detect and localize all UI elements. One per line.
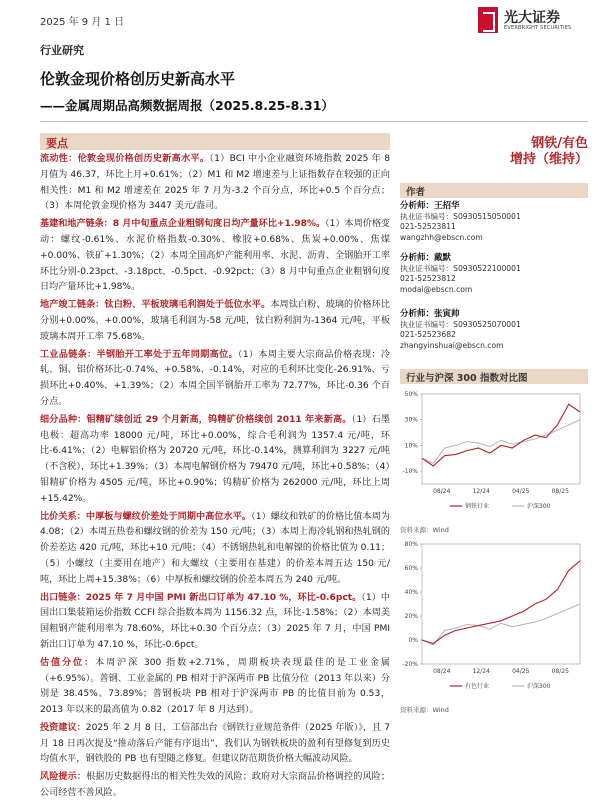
charts-heading-bar: [400, 369, 588, 384]
key-point-text: 本周钛白粉、玻璃的价格环比分别+0.00%、+0.00%，玻璃毛利润为-58 元/吨，钛白粉利润为-1364 元/吨，平板玻璃本周开工率 75.68%。: [40, 300, 390, 342]
brand-name-en: EVERBRIGHT SECURITIES: [504, 25, 572, 31]
legend-label: 钢铁行业: [465, 503, 490, 510]
analyst-phone: 021-52523811: [400, 222, 456, 231]
key-point-text: （1）本周主要大宗商品价格表现：冷轧、铜、铝价格环比-0.74%、+0.58%、-0.14%，对应的毛利环比变化-26.91%、亏损环比+0.40%、+1.39%；（2）本周全国半钢胎开工率为 72.77%，环比-0.36 个百分点。: [40, 349, 390, 407]
chart-source: 资料来源：Wind: [400, 706, 449, 714]
key-point-lead: 工业品链条：半钢胎开工率处于五年同期高位。: [40, 349, 238, 360]
key-point-paragraph: [40, 152, 390, 215]
key-point-lead: 估值分位：: [40, 657, 96, 668]
key-point-paragraph: [40, 770, 390, 802]
charts-heading: 行业与沪深 300 指数对比图: [406, 373, 528, 384]
x-tick-label: 08/25: [551, 488, 569, 495]
brand-logo: [478, 7, 588, 35]
sidebar: [400, 133, 588, 793]
x-tick-label: 08/24: [433, 488, 451, 495]
legend-label: 沪深300: [527, 503, 551, 510]
key-point-text: （1）螺纹和铁矿的价格比值本周为 4.08；（2）本周五热卷和螺纹钢的价差为 150 元/吨；（3）本周上海冷轧钢和热轧钢的价差差达 420 元/吨，环比+10 元/吨；（4）不锈钢热轧和电解镍的价格比值为 0.11；（5）小螺纹（主要用在地产）和大螺纹（主要用在基建）的价差本周五达 150 元/吨，环比上周+15.38%；（6）中厚板和螺纹钢的价差本周五为 240 元/吨。: [40, 511, 390, 585]
y-tick-label: -10%: [402, 468, 418, 476]
y-tick-label: 10%: [404, 442, 418, 450]
key-points-body: [40, 152, 390, 804]
key-point-paragraph: [40, 656, 390, 719]
analyst-card: [400, 201, 521, 243]
x-tick-label: 08/25: [551, 668, 569, 675]
authors-heading: 作者: [406, 187, 426, 198]
brand-mark-icon: [478, 7, 498, 33]
y-tick-label: 80%: [404, 541, 418, 548]
analyst-phone: 021-52523682: [400, 330, 456, 339]
report-date: 2025 年 9 月 1 日: [40, 17, 125, 28]
analyst-cert: 执业证书编号：S0930522100001: [400, 263, 521, 273]
report-title: 伦敦金现价格创历史新高水平: [40, 70, 236, 88]
key-point-text: 2025 年 2 月 8 日，工信部出台《钢铁行业规范条件（2025 年版）》，且 7 月 18 日再次提及“推动落后产能有序退出”，我们认为钢铁板块的盈利有望修复到历史均值水平，钢铁股的 PB 也有望随之修复。但建议防范期货价格大幅波动风险。: [40, 722, 390, 765]
key-point-paragraph: [40, 348, 390, 411]
analyst-name: 分析师：张寅帅: [400, 309, 460, 319]
x-tick-label: 04/25: [512, 668, 530, 675]
series-line-有色行业: [422, 561, 580, 644]
key-point-text: 本周沪深 300 指数+2.71%，周期板块表现最佳的是工业金属（+6.95%）。普钢、工业金属的 PB 相对于沪深两市 PB 比值分位（2013 年以来）分别是 38.45%、73.89%；普钢板块 PB 相对于沪深两市 PB 的比值目前为 0.53，2013 年以来的最高值为 0.82（2017 年 8 月达到）。: [40, 657, 390, 716]
analyst-name: 分析师：戴默: [400, 253, 452, 263]
key-point-paragraph: [40, 298, 390, 345]
key-point-lead: 流动性：伦敦金现价格创历史新高水平。: [40, 154, 210, 164]
key-point-text: （1）本周价格变动：螺纹-0.61%、水泥价格指数-0.30%、橡胶+0.68%、焦炭+0.00%、焦煤+0.00%、铁矿+1.30%；（2）本周全国高炉产能利用率、水泥、沥青、全钢胎开工率环比分别-0.23pct、-3.18pct、-0.5pct、-0.92pct；（3）8 月中旬重点企业粗钢旬度日均产量环比+1.98%。: [40, 219, 391, 293]
analyst-card: [400, 253, 521, 295]
key-point-lead: 比价关系：中厚板与螺纹价差处于同期中高位水平。: [40, 511, 252, 522]
plot-frame: [422, 394, 580, 484]
y-tick-label: 60%: [404, 565, 418, 572]
series-line-钢铁行业: [422, 404, 580, 466]
plot-frame: [422, 544, 580, 664]
sector-name: 钢铁/有色: [531, 136, 588, 151]
x-tick-label: 08/24: [433, 668, 451, 675]
legend-label: 有色行业: [465, 683, 490, 690]
key-point-paragraph: [40, 413, 390, 508]
analyst-cert: 执业证书编号：S0930515050001: [400, 211, 521, 221]
authors-heading-bar: [400, 183, 588, 198]
legend-label: 沪深300: [527, 683, 551, 690]
analyst-email[interactable]: modai@ebscn.com: [400, 284, 473, 294]
key-point-lead: 投资建议：: [40, 722, 86, 733]
x-tick-label: 12/24: [472, 668, 490, 675]
y-tick-label: 20%: [404, 613, 418, 620]
y-tick-label: 30%: [404, 416, 418, 424]
key-point-text: 根据历史数据得出的相关性失效的风险；政府对大宗商品价格调控的风险；公司经营不善风险。: [40, 772, 390, 799]
key-point-lead: 出口链条：2025 年 7 月中国 PMI 新出口订单为 47.10 %，环比-0.6pct。: [40, 592, 362, 603]
nonferrous-vs-hs300-chart: [400, 538, 588, 698]
y-tick-label: 50%: [404, 391, 418, 398]
chart-source: 资料来源：Wind: [400, 526, 449, 534]
x-tick-label: 12/24: [472, 488, 490, 495]
key-point-paragraph: [40, 591, 390, 654]
report-category: 行业研究: [40, 44, 84, 57]
header-divider: [40, 121, 588, 122]
key-point-lead: 基建和地产链条：8 月中旬重点企业粗钢旬度日均产量环比+1.98%。: [40, 219, 326, 230]
report-subtitle: ——金属周期品高频数据周报（2025.8.25-8.31）: [40, 98, 334, 113]
analyst-name: 分析师：王招华: [400, 201, 460, 211]
steel-vs-hs300-chart: [400, 388, 588, 518]
series-line-沪深300: [422, 604, 580, 645]
analyst-email[interactable]: zhangyinshuai@ebscn.com: [400, 340, 504, 350]
key-point-text: （1）BCI 中小企业融资环境指数 2025 年 8 月值为 46.37，环比上月+0.61%；（2）M1 和 M2 增速差与上证指数存在较强的正向相关性：M1 和 M2 增速差在 2025 年 7 月为-3.2 个百分点，环比+0.5 个百分点；（3）本周伦敦金现价格为 3447 美元/盎司。: [40, 154, 390, 212]
y-tick-label: 40%: [404, 589, 418, 596]
y-tick-label: -20%: [402, 661, 418, 668]
rating-value: 增持（维持）: [509, 152, 588, 167]
key-point-paragraph: [40, 721, 390, 768]
brand-name-cn: 光大证券: [504, 10, 560, 26]
y-tick-label: 0%: [408, 637, 418, 644]
key-points-heading: 要点: [46, 137, 68, 150]
x-tick-label: 04/25: [512, 488, 530, 495]
analyst-phone: 021-52523812: [400, 274, 456, 283]
key-point-text: （1）石墨电极：超高功率 18000 元/吨，环比+0.00%，综合毛利润为 1357.4 元/吨，环比-6.41%；（2）电解铝价格为 20720 元/吨，环比-0.14%，测算利润为 3227 元/吨（不含税），环比+1.39%；（3）本周电解钢价格为 79470 元/吨，环比+0.58%；（4）钼精矿价格为 4505 元/吨，环比+0.90%；钨精矿价格为 262000 元/吨，环比上周+15.42%。: [40, 414, 390, 504]
key-point-lead: 细分品种：钼精矿续创近 29 个月新高，钨精矿价格续创 2011 年来新高。: [40, 414, 352, 425]
key-point-text: （1）中国出口集装箱运价指数 CCFI 综合指数本周为 1156.32 点，环比-1.58%；（2）本周美国粗钢产能利用率为 78.60%，环比+0.30 个百分点；（3）2025 年 7 月，中国 PMI 新出口订单为 47.10 %，环比-0.6pct。: [40, 592, 390, 650]
key-point-lead: 地产竣工链条：钛白粉、平板玻璃毛利润处于低位水平。: [40, 300, 271, 311]
key-point-paragraph: [40, 217, 390, 296]
key-point-paragraph: [40, 510, 390, 589]
analyst-cert: 执业证书编号：S0930525070001: [400, 319, 521, 329]
key-points-heading-bar: [40, 133, 390, 150]
analyst-card: [400, 309, 521, 351]
analyst-email[interactable]: wangzhh@ebscn.com: [400, 232, 483, 242]
key-point-lead: 风险提示：: [40, 772, 87, 783]
